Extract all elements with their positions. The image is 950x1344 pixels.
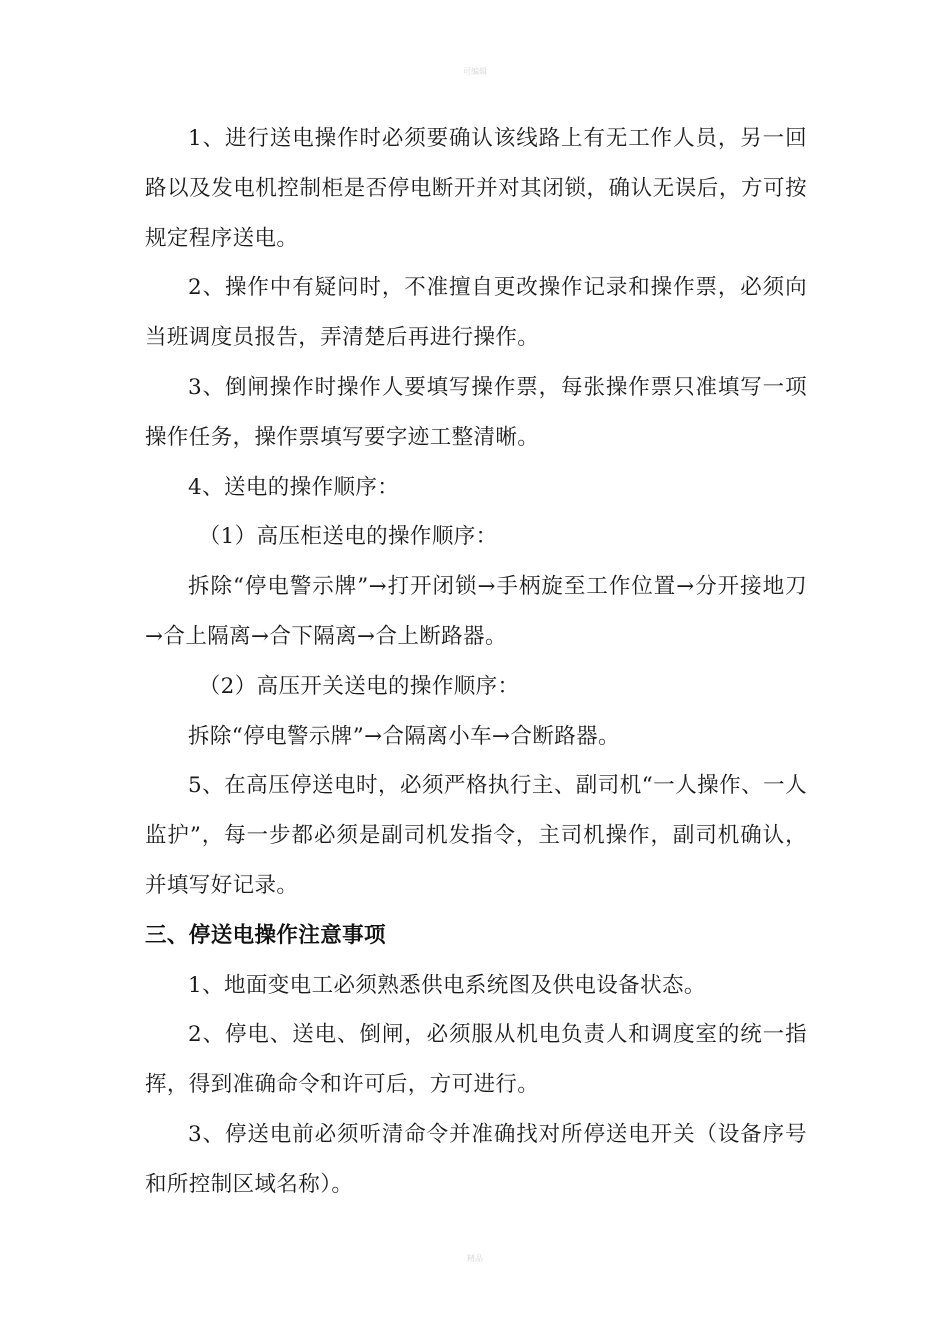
paragraph-4: 4、送电的操作顺序：: [188, 474, 400, 500]
document-body: [145, 114, 807, 1210]
section-3-paragraph-1: 1、地面变电工必须熟悉供电系统图及供电设备状态。: [188, 972, 706, 998]
header-watermark: 可编辑: [463, 67, 487, 76]
paragraph-4-2-text: 拆除“停电警示牌”→合隔离小车→合断路器。: [188, 723, 620, 749]
section-3-paragraph-3: 3、停送电前必须听清命令并准确找对所停送电开关（设备序号和所控制区域名称）。: [145, 1121, 807, 1197]
paragraph-2: 2、操作中有疑问时，不准擅自更改操作记录和操作票，必须向当班调度员报告，弄清楚后再进行操作。: [145, 275, 807, 351]
paragraph-4-1-title: （1）高压柜送电的操作顺序：: [198, 524, 498, 550]
paragraph-5: 5、在高压停送电时，必须严格执行主、副司机“一人操作、一人监护”，每一步都必须是副司机发指令，主司机操作，副司机确认，并填写好记录。: [145, 773, 807, 898]
paragraph-4-2-title: （2）高压开关送电的操作顺序：: [198, 673, 520, 699]
paragraph-1: 1、进行送电操作时必须要确认该线路上有无工作人员，另一回路以及发电机控制柜是否停电断开并对其闭锁，确认无误后，方可按规定程序送电。: [145, 126, 807, 251]
paragraph-3: 3、倒闸操作时操作人要填写操作票，每张操作票只准填写一项操作任务，操作票填写要字迹工整清晰。: [145, 374, 807, 450]
footer-watermark: 精品: [467, 1254, 483, 1263]
section-3-paragraph-2: 2、停电、送电、倒闸，必须服从机电负责人和调度室的统一指挥，得到准确命令和许可后，方可进行。: [145, 1022, 807, 1098]
section-3-heading: 三、停送电操作注意事项: [145, 922, 386, 948]
paragraph-4-1-text: 拆除“停电警示牌”→打开闭锁→手柄旋至工作位置→分开接地刀→合上隔离→合下隔离→合上断路器。: [145, 574, 807, 649]
